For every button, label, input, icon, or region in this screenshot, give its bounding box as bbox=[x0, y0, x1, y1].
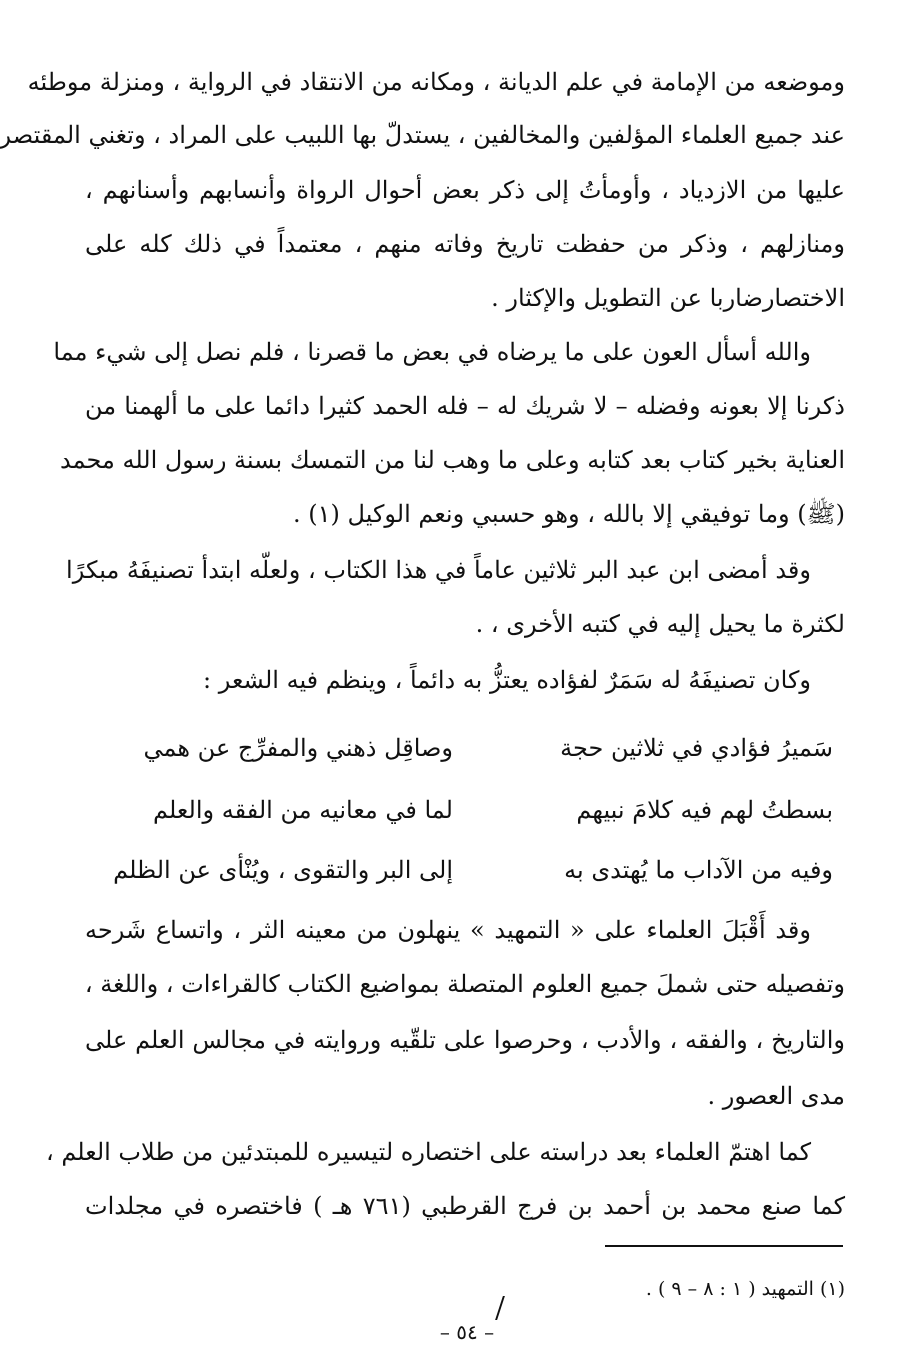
text-line: العناية بخير كتاب بعد كتابه وعلى ما وهب لنا من التمسك بسنة رسول الله محمد bbox=[60, 446, 845, 474]
poem-verse-first-half: بسطتُ لهم فيه كلامَ نبيهم bbox=[576, 796, 833, 824]
footnote-divider bbox=[605, 1245, 843, 1247]
text-line: وتفصيله حتى شملَ جميع العلوم المتصلة بمواضيع الكتاب كالقراءات ، واللغة ، bbox=[84, 970, 845, 998]
poem-verse-first-half: سَميرُ فؤادي في ثلاثين حجة bbox=[560, 734, 833, 762]
text-line: لكثرة ما يحيل إليه في كتبه الأخرى ، . bbox=[475, 610, 845, 638]
text-line: الاختصارضاربا عن التطويل والإكثار . bbox=[491, 284, 845, 312]
text-line: ومنازلهم ، وذكر من حفظت تاريخ وفاته منهم ، معتمداً في ذلك كله على bbox=[85, 230, 845, 258]
poem-verse-second-half: وصاقِل ذهني والمفرِّج عن همي bbox=[143, 734, 453, 762]
page-number: – ٥٤ – bbox=[439, 1320, 495, 1344]
text-line: (ﷺ) وما توفيقي إلا بالله ، وهو حسبي ونعم الوكيل (١) . bbox=[293, 500, 845, 528]
text-line: عليها من الازدياد ، وأومأتُ إلى ذكر بعض أحوال الرواة وأنسابهم وأسنانهم ، bbox=[85, 176, 845, 204]
text-line: والله أسأل العون على ما يرضاه في بعض ما قصرنا ، فلم نصل إلى شيء مما bbox=[53, 338, 811, 366]
text-line: وموضعه من الإمامة في علم الديانة ، ومكانه من الانتقاد في الرواية ، ومنزلة موطئه bbox=[27, 68, 845, 96]
footnote: (١) التمهيد ( ١ : ٨ – ٩ ) . bbox=[645, 1278, 845, 1300]
page-mark bbox=[495, 1296, 511, 1320]
text-line: كما اهتمّ العلماء بعد دراسته على اختصاره لتيسيره للمبتدئين من طلاب العلم ، bbox=[45, 1138, 811, 1166]
text-line: مدى العصور . bbox=[707, 1082, 845, 1110]
text-line: ذكرنا إلا بعونه وفضله – لا شريك له – فله الحمد كثيرا دائما على ما ألهمنا من bbox=[85, 392, 845, 420]
text-line: وقد أمضى ابن عبد البر ثلاثين عاماً في هذا الكتاب ، ولعلّه ابتدأ تصنيفَهُ مبكرًا bbox=[66, 556, 811, 584]
poem-verse-second-half: لما في معانيه من الفقه والعلم bbox=[153, 796, 453, 824]
poem-verse-second-half: إلى البر والتقوى ، ويُنْأى عن الظلم bbox=[113, 856, 453, 884]
text-line: وقد أَقْبَلَ العلماء على « التمهيد » ينهلون من معينه الثر ، واتساع شَرحه bbox=[85, 916, 811, 944]
poem-verse-first-half: وفيه من الآداب ما يُهتدى به bbox=[564, 856, 833, 884]
text-line: كما صنع محمد بن أحمد بن فرج القرطبي (٧٦١ هـ ) فاختصره في مجلدات bbox=[85, 1192, 845, 1220]
text-line: عند جميع العلماء المؤلفين والمخالفين ، يستدلّ بها اللبيب على المراد ، وتغني المقتصر bbox=[0, 121, 845, 149]
text-line: وكان تصنيفَهُ له سَمَرٌ لفؤاده يعتزُّ به دائماً ، وينظم فيه الشعر : bbox=[203, 666, 811, 694]
text-line: والتاريخ ، والفقه ، والأدب ، وحرصوا على تلقّيه وروايته في مجالس العلم على bbox=[85, 1026, 845, 1054]
